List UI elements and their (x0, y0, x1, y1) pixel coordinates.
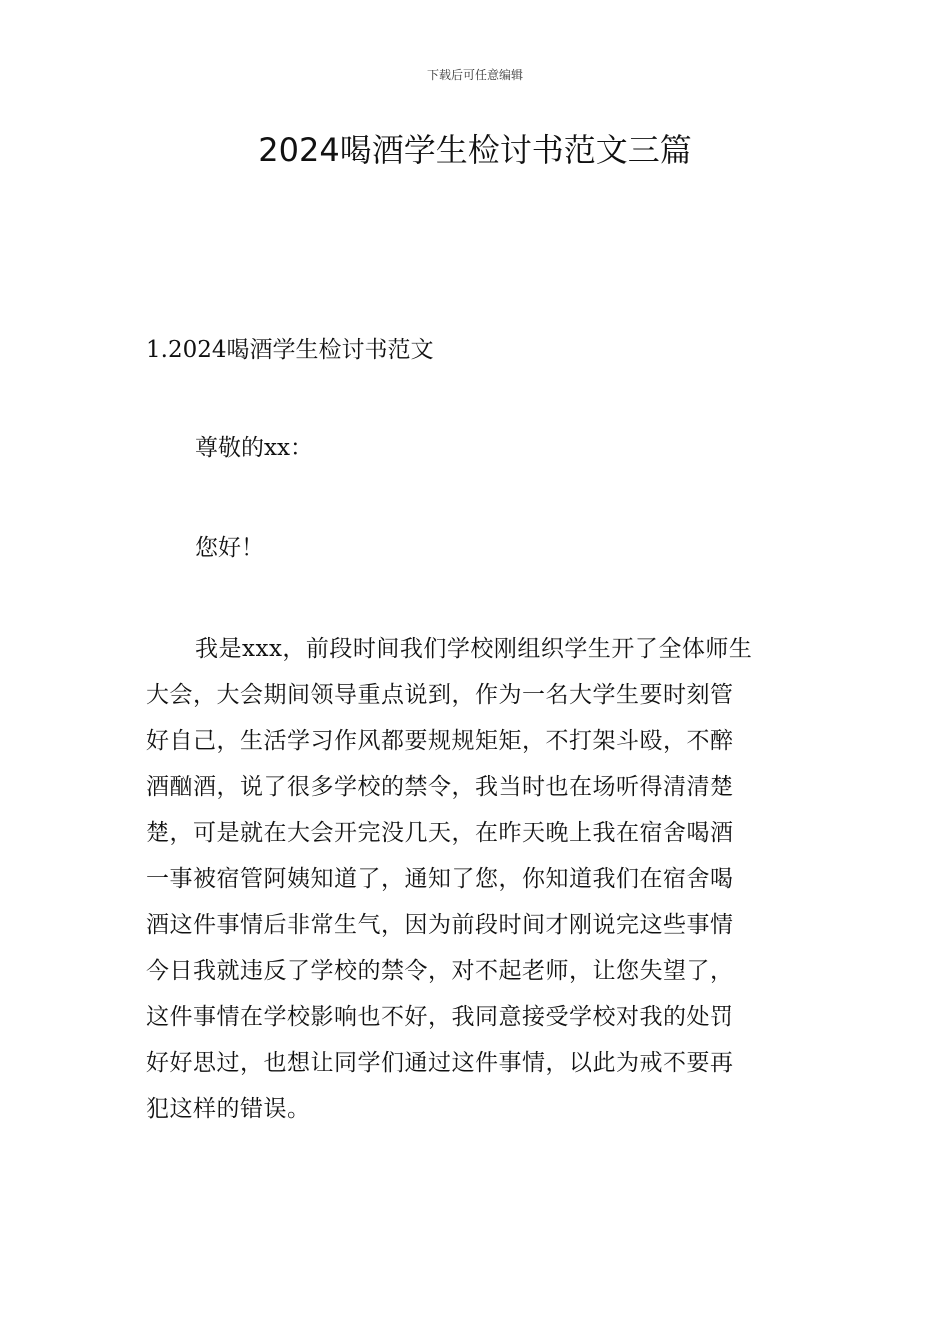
greeting: 您好！ (195, 535, 264, 561)
body-line: 好好思过，也想让同学们通过这件事情，以此为戒不要再 (146, 1050, 734, 1076)
header-note: 下载后可任意编辑 (426, 68, 523, 82)
body-line: 今日我就违反了学校的禁令，对不起老师，让您失望了， (146, 958, 734, 984)
body-line: 我是xxx，前段时间我们学校刚组织学生开了全体师生 (195, 636, 753, 662)
body-line: 楚，可是就在大会开完没几天，在昨天晚上我在宿舍喝酒 (146, 820, 734, 846)
salutation: 尊敬的xx： (195, 435, 313, 461)
body-line: 好自己，生活学习作风都要规规矩矩，不打架斗殴，不醉 (146, 728, 734, 754)
section-heading: 1.2024喝酒学生检讨书范文 (146, 337, 434, 363)
body-line: 犯这样的错误。 (146, 1096, 311, 1122)
body-line: 一事被宿管阿姨知道了，通知了您，你知道我们在宿舍喝 (146, 866, 734, 892)
body-line: 酒这件事情后非常生气，因为前段时间才刚说完这些事情 (146, 912, 734, 938)
body-line: 大会，大会期间领导重点说到，作为一名大学生要时刻管 (146, 682, 734, 708)
body-line: 这件事情在学校影响也不好，我同意接受学校对我的处罚 (146, 1004, 734, 1030)
body-line: 酒酗酒，说了很多学校的禁令，我当时也在场听得清清楚 (146, 774, 734, 800)
document-title: 2024喝酒学生检讨书范文三篇 (258, 131, 692, 169)
body-paragraph (146, 629, 806, 1135)
